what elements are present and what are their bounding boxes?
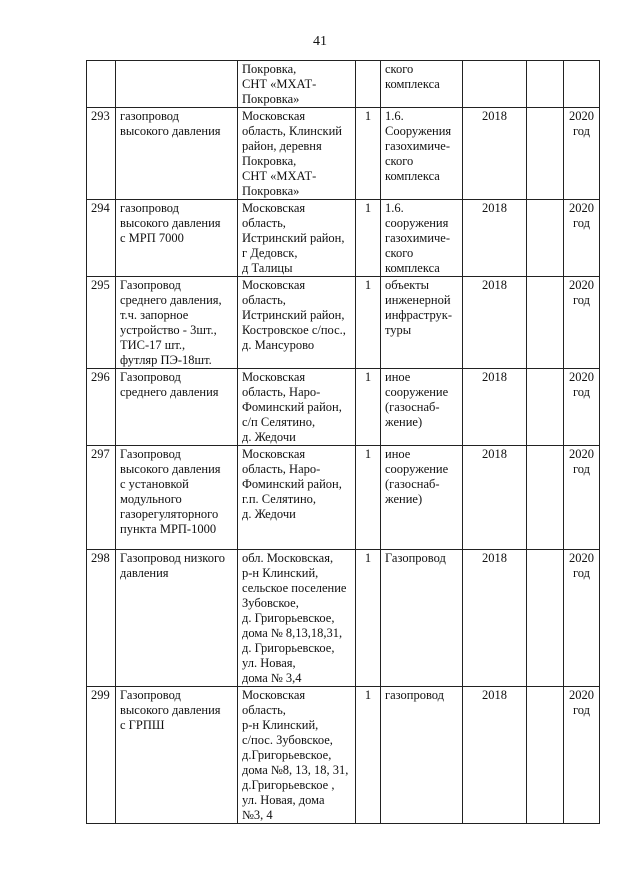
cell-object-name: [116, 200, 238, 277]
start-year-text: 2018: [482, 447, 507, 461]
cell-completion-year: [564, 550, 600, 687]
object-purpose-text: 1.6. Сооружения газохимиче- ского комплекса: [385, 109, 452, 183]
cell-start-year: [463, 61, 527, 108]
object-purpose-text: иное сооружение (газоснаб- жение): [385, 370, 449, 429]
page-number: 41: [313, 34, 327, 49]
cell-empty-cell: [527, 687, 564, 824]
object-location-text: Московская область, Истринский район, Костровское с/пос., д. Мансурово: [242, 278, 346, 352]
table-row: [87, 277, 600, 369]
object-name-text: Газопровод высокого давления с установкой модульного газорегуляторного пункта МРП-1000: [120, 447, 221, 536]
table-row: [87, 550, 600, 687]
completion-year-text: 2020 год: [569, 551, 594, 580]
cell-object-purpose: [381, 200, 463, 277]
cell-empty-cell: [527, 550, 564, 687]
cell-object-location: [238, 61, 356, 108]
cell-object-purpose: [381, 369, 463, 446]
object-quantity-text: 1: [364, 551, 372, 565]
cell-row-number: [87, 687, 116, 824]
cell-object-quantity: [356, 446, 381, 550]
cell-object-name: [116, 446, 238, 550]
start-year-text: 2018: [482, 109, 507, 123]
completion-year-text: 2020 год: [569, 447, 594, 476]
table-row: [87, 446, 600, 550]
object-name-text: Газопровод среднего давления, т.ч. запорное устройство - 3шт., ТИС-17 шт., футляр ПЭ-18шт.: [120, 278, 222, 367]
cell-object-purpose: [381, 277, 463, 369]
objects-table: [86, 60, 600, 824]
object-purpose-text: ского комплекса: [385, 62, 440, 91]
object-quantity-text: 1: [364, 109, 372, 123]
object-location-text: Московская область, Наро- Фоминский район, г.п. Селятино, д. Жедочи: [242, 447, 342, 521]
cell-object-location: [238, 446, 356, 550]
cell-object-location: [238, 687, 356, 824]
cell-empty-cell: [527, 446, 564, 550]
table-row: [87, 200, 600, 277]
object-name-text: газопровод высокого давления с МРП 7000: [120, 201, 221, 245]
object-purpose-text: иное сооружение (газоснаб- жение): [385, 447, 449, 506]
object-name-text: Газопровод высокого давления с ГРПШ: [120, 688, 221, 732]
cell-empty-cell: [527, 277, 564, 369]
cell-completion-year: [564, 446, 600, 550]
cell-object-quantity: [356, 369, 381, 446]
row-number-text: 295: [91, 278, 110, 292]
cell-row-number: [87, 108, 116, 200]
cell-empty-cell: [527, 108, 564, 200]
cell-row-number: [87, 61, 116, 108]
completion-year-text: 2020 год: [569, 109, 594, 138]
object-location-text: Московская область, Истринский район, г Дедовск, д Талицы: [242, 201, 345, 275]
cell-object-location: [238, 200, 356, 277]
cell-start-year: [463, 446, 527, 550]
object-location-text: обл. Московская, р-н Клинский, сельское поселение Зубовское, д. Григорьевское, дома № 8,13,18,31, д. Григорьевское, ул. Новая, дома № 3,4: [242, 551, 347, 685]
cell-row-number: [87, 200, 116, 277]
cell-start-year: [463, 369, 527, 446]
cell-object-location: [238, 550, 356, 687]
start-year-text: 2018: [482, 201, 507, 215]
cell-object-name: [116, 687, 238, 824]
cell-completion-year: [564, 61, 600, 108]
cell-object-location: [238, 369, 356, 446]
object-quantity-text: 1: [364, 688, 372, 702]
object-purpose-text: объекты инженерной инфраструк- туры: [385, 278, 453, 337]
completion-year-text: 2020 год: [569, 688, 594, 717]
object-name-text: Газопровод среднего давления: [120, 370, 219, 399]
cell-row-number: [87, 446, 116, 550]
cell-start-year: [463, 687, 527, 824]
row-number-text: 293: [91, 109, 110, 123]
cell-object-purpose: [381, 550, 463, 687]
row-number-text: 297: [91, 447, 110, 461]
cell-start-year: [463, 108, 527, 200]
object-location-text: Покровка, СНТ «МХАТ- Покровка»: [242, 62, 317, 106]
cell-completion-year: [564, 687, 600, 824]
table-row: [87, 687, 600, 824]
object-location-text: Московская область, Клинский район, деревня Покровка, СНТ «МХАТ- Покровка»: [242, 109, 342, 198]
table-row: [87, 108, 600, 200]
object-location-text: Московская область, р-н Клинский, с/пос. Зубовское, д.Григорьевское, дома №8, 13, 18, 31, д.Григорьевское , ул. Новая, дома №3, 4: [242, 688, 349, 822]
table-row: [87, 369, 600, 446]
table-row: [87, 61, 600, 108]
cell-object-quantity: [356, 687, 381, 824]
completion-year-text: 2020 год: [569, 370, 594, 399]
object-quantity-text: 1: [364, 370, 372, 384]
completion-year-text: 2020 год: [569, 278, 594, 307]
cell-completion-year: [564, 277, 600, 369]
object-name-text: газопровод высокого давления: [120, 109, 221, 138]
cell-object-purpose: [381, 61, 463, 108]
cell-empty-cell: [527, 200, 564, 277]
object-quantity-text: 1: [364, 278, 372, 292]
start-year-text: 2018: [482, 688, 507, 702]
start-year-text: 2018: [482, 551, 507, 565]
cell-object-quantity: [356, 200, 381, 277]
cell-object-quantity: [356, 108, 381, 200]
cell-object-name: [116, 277, 238, 369]
cell-empty-cell: [527, 369, 564, 446]
object-quantity-text: 1: [364, 201, 372, 215]
cell-start-year: [463, 200, 527, 277]
object-quantity-text: 1: [364, 447, 372, 461]
object-purpose-text: 1.6. сооружения газохимиче- ского комплекса: [385, 201, 451, 275]
object-name-text: Газопровод низкого давления: [120, 551, 226, 580]
cell-object-location: [238, 108, 356, 200]
cell-object-quantity: [356, 550, 381, 687]
cell-completion-year: [564, 200, 600, 277]
cell-start-year: [463, 277, 527, 369]
object-purpose-text: газопровод: [385, 688, 445, 702]
cell-completion-year: [564, 108, 600, 200]
row-number-text: 298: [91, 551, 110, 565]
cell-object-quantity: [356, 277, 381, 369]
start-year-text: 2018: [482, 370, 507, 384]
cell-empty-cell: [527, 61, 564, 108]
cell-object-name: [116, 369, 238, 446]
cell-object-name: [116, 61, 238, 108]
cell-object-purpose: [381, 446, 463, 550]
cell-row-number: [87, 277, 116, 369]
start-year-text: 2018: [482, 278, 507, 292]
row-number-text: 299: [91, 688, 110, 702]
cell-row-number: [87, 369, 116, 446]
cell-object-purpose: [381, 687, 463, 824]
cell-row-number: [87, 550, 116, 687]
object-location-text: Московская область, Наро- Фоминский район, с/п Селятино, д. Жедочи: [242, 370, 342, 444]
row-number-text: 294: [91, 201, 110, 215]
completion-year-text: 2020 год: [569, 201, 594, 230]
object-purpose-text: Газопровод: [385, 551, 446, 565]
cell-object-purpose: [381, 108, 463, 200]
cell-object-quantity: [356, 61, 381, 108]
cell-object-name: [116, 108, 238, 200]
cell-object-name: [116, 550, 238, 687]
cell-object-location: [238, 277, 356, 369]
cell-completion-year: [564, 369, 600, 446]
row-number-text: 296: [91, 370, 110, 384]
cell-start-year: [463, 550, 527, 687]
